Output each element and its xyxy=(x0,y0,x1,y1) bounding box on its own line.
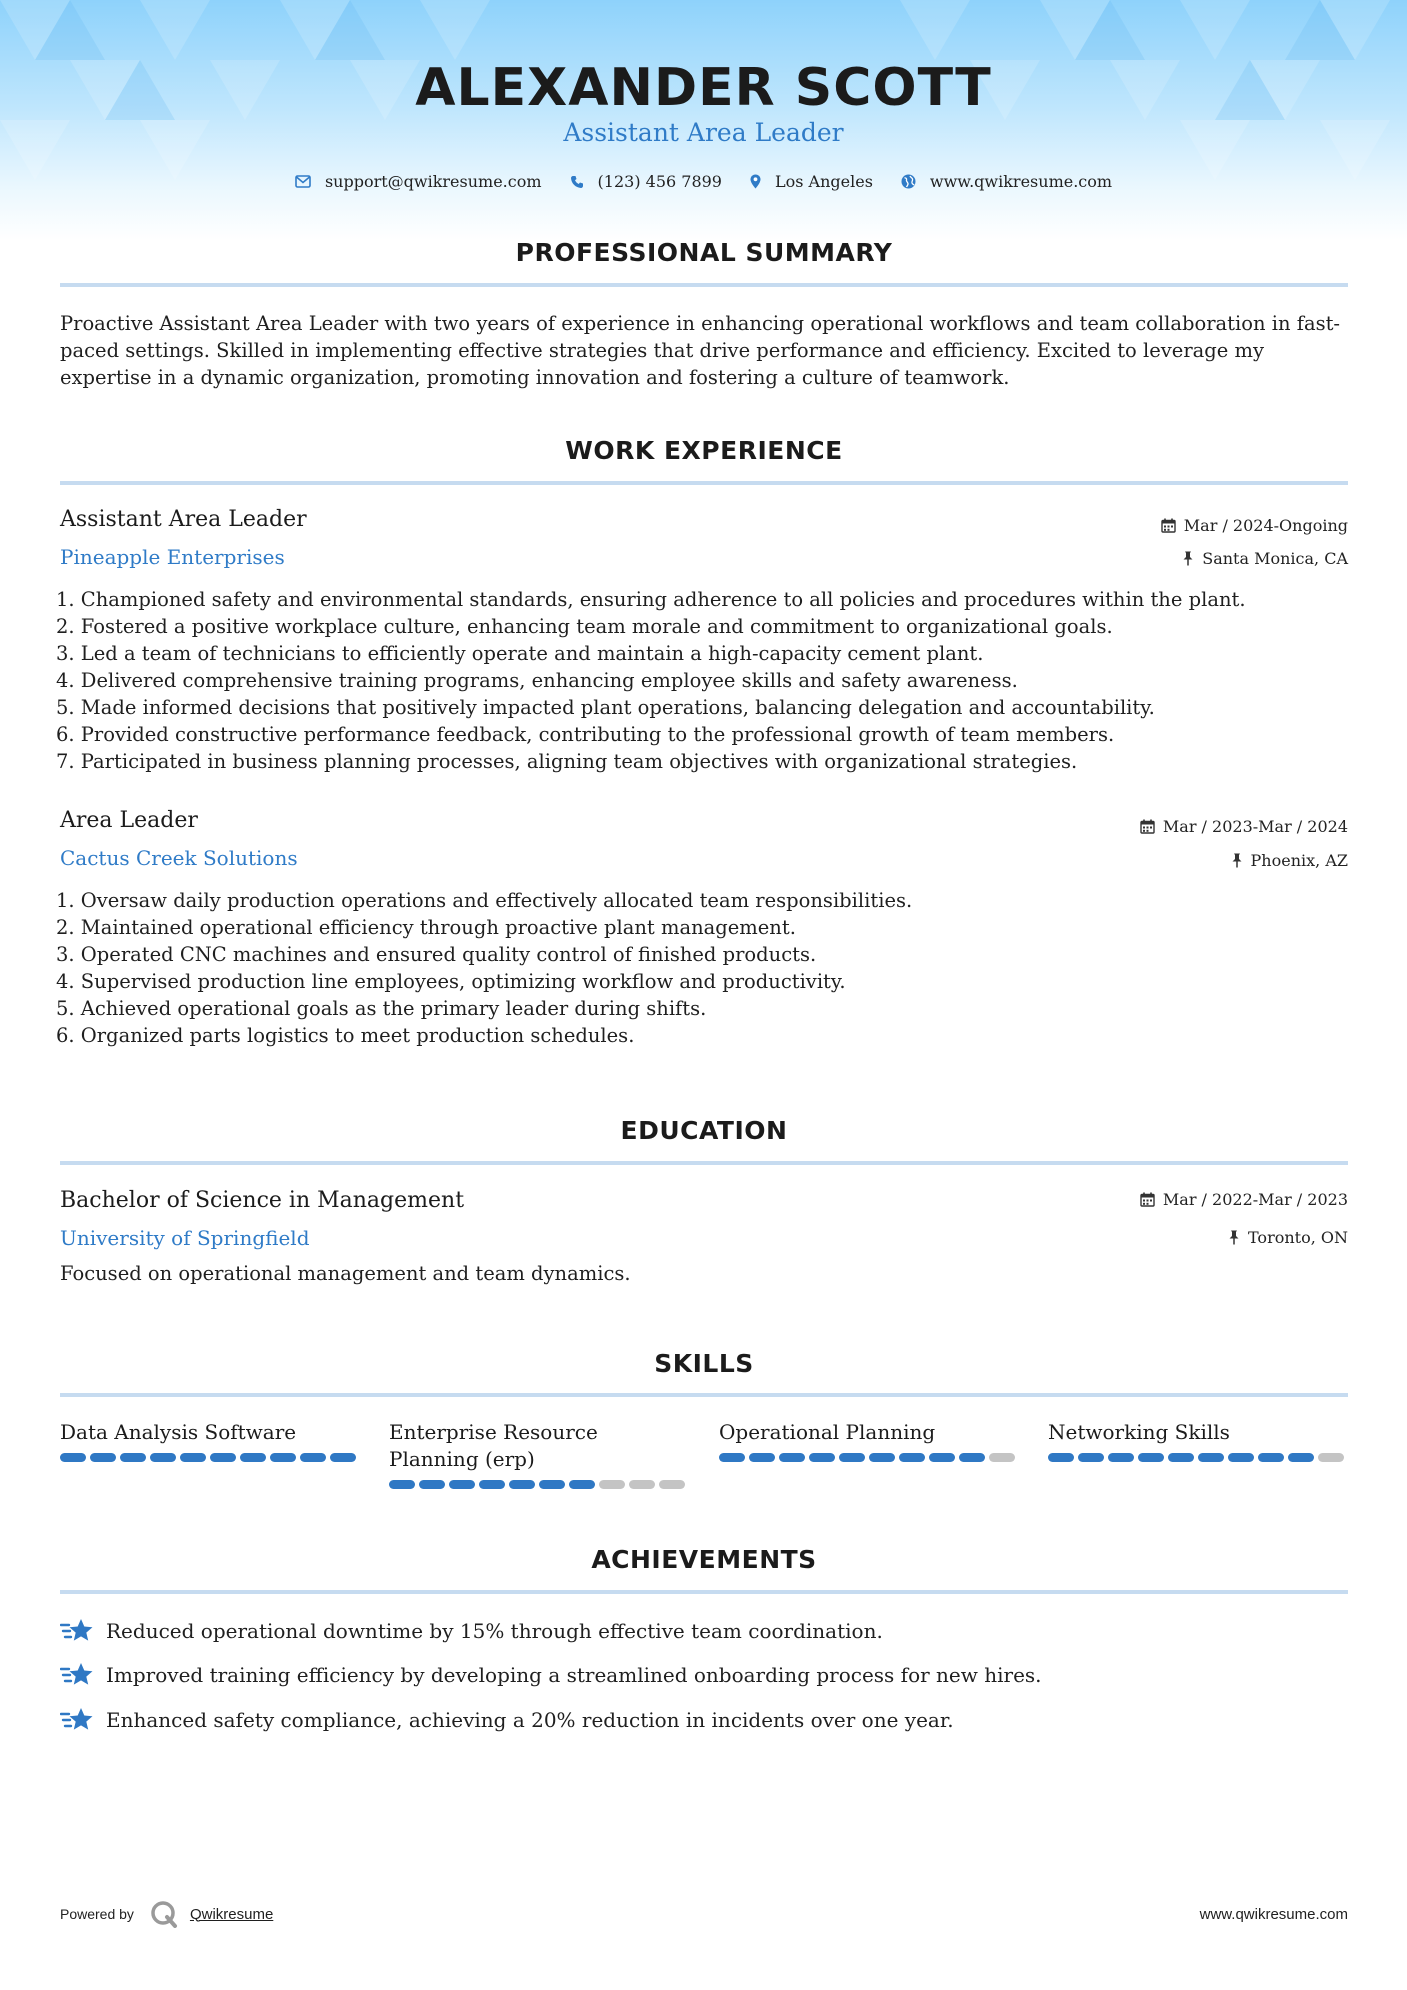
job-dates xyxy=(1140,817,1348,836)
skill-name: Enterprise Resource Planning (erp) xyxy=(389,1420,598,1471)
skill-segment-filled xyxy=(539,1480,565,1489)
section-title-skills: SKILLS xyxy=(654,1349,754,1378)
skill-segment-empty xyxy=(629,1480,655,1489)
calendar-icon xyxy=(1140,1192,1155,1207)
skill-segment-filled xyxy=(330,1453,356,1462)
skill-segment-empty xyxy=(989,1453,1015,1462)
section-divider xyxy=(60,1590,1348,1594)
qwikresume-logo-icon xyxy=(150,1900,178,1928)
list-item: 1. Oversaw daily production operations and effectively allocated team responsibilities. xyxy=(56,889,913,912)
section-title-summary: PROFESSIONAL SUMMARY xyxy=(515,238,893,267)
achievement-text: Enhanced safety compliance, achieving a 20% reduction in incidents over one year. xyxy=(106,1708,954,1732)
globe-icon xyxy=(901,174,916,189)
skill-segment-filled xyxy=(90,1453,116,1462)
skill-segment-filled xyxy=(929,1453,955,1462)
job-location-text: Santa Monica, CA xyxy=(1202,549,1348,568)
skill-segment-filled xyxy=(210,1453,236,1462)
candidate-title: Assistant Area Leader xyxy=(563,118,844,147)
achievement-item xyxy=(60,1661,1042,1689)
section-divider xyxy=(60,481,1348,485)
skill-segment-filled xyxy=(1138,1453,1164,1462)
education-dates-text: Mar / 2022-Mar / 2023 xyxy=(1162,1190,1348,1209)
list-item: 1. Championed safety and environmental standards, ensuring adherence to all policies and procedures within the plant. xyxy=(56,588,1246,611)
skill-item xyxy=(1048,1419,1348,1462)
list-item: 6. Organized parts logistics to meet production schedules. xyxy=(56,1024,635,1047)
skill-segment-filled xyxy=(180,1453,206,1462)
list-item: 3. Operated CNC machines and ensured quality control of finished products. xyxy=(56,943,817,966)
skill-segment-filled xyxy=(449,1480,475,1489)
map-marker-icon xyxy=(750,174,761,189)
section-title-achievements: ACHIEVEMENTS xyxy=(591,1545,817,1574)
skill-segment-filled xyxy=(869,1453,895,1462)
skill-segment-empty xyxy=(1318,1453,1344,1462)
company-name: Cactus Creek Solutions xyxy=(60,846,298,870)
skill-segment-empty xyxy=(599,1480,625,1489)
skill-name: Networking Skills xyxy=(1048,1420,1230,1444)
skill-segment-filled xyxy=(719,1453,745,1462)
skill-level-bar xyxy=(60,1453,360,1462)
skill-item xyxy=(389,1419,689,1489)
skill-segment-filled xyxy=(1198,1453,1224,1462)
skill-item xyxy=(60,1419,360,1462)
job-dates-text: Mar / 2024-Ongoing xyxy=(1183,516,1348,535)
list-item: 2. Maintained operational efficiency through proactive plant management. xyxy=(56,916,796,939)
contact-website-text: www.qwikresume.com xyxy=(929,172,1113,191)
skill-segment-filled xyxy=(389,1480,415,1489)
skill-segment-filled xyxy=(1228,1453,1254,1462)
job-title: Area Leader xyxy=(60,808,198,833)
skill-segment-filled xyxy=(479,1480,505,1489)
skill-segment-filled xyxy=(959,1453,985,1462)
achievement-item xyxy=(60,1706,954,1734)
list-item: 5. Achieved operational goals as the primary leader during shifts. xyxy=(56,997,707,1020)
list-item: 3. Led a team of technicians to efficiently operate and maintain a high-capacity cement plant. xyxy=(56,642,984,665)
contact-phone-text: (123) 456 7899 xyxy=(597,172,722,191)
skill-segment-filled xyxy=(300,1453,326,1462)
contact-bar xyxy=(0,172,1407,191)
achievement-text: Reduced operational downtime by 15% through effective team coordination. xyxy=(106,1619,883,1643)
skill-segment-filled xyxy=(1258,1453,1284,1462)
job-bullets xyxy=(56,887,1356,1049)
list-item: 2. Fostered a positive workplace culture, enhancing team morale and commitment to organizational goals. xyxy=(56,615,1113,638)
phone-icon xyxy=(570,175,584,189)
list-item: 7. Participated in business planning processes, aligning team objectives with organizational strategies. xyxy=(56,750,1078,773)
achievement-text: Improved training efficiency by developing a streamlined onboarding process for new hires. xyxy=(106,1663,1042,1687)
skill-segment-filled xyxy=(240,1453,266,1462)
job-bullets xyxy=(56,586,1356,775)
section-title-experience: WORK EXPERIENCE xyxy=(565,436,843,465)
skill-segment-filled xyxy=(839,1453,865,1462)
job-location xyxy=(1231,851,1348,870)
powered-by-label: Powered by xyxy=(60,1906,134,1922)
calendar-icon xyxy=(1161,518,1176,533)
contact-phone[interactable] xyxy=(570,172,722,191)
skill-name: Operational Planning xyxy=(719,1420,936,1444)
pushpin-icon xyxy=(1228,1230,1240,1245)
footer-powered-by xyxy=(60,1900,273,1928)
skill-name: Data Analysis Software xyxy=(60,1420,297,1444)
footer-website-link[interactable]: www.qwikresume.com xyxy=(1199,1906,1348,1923)
skill-segment-filled xyxy=(899,1453,925,1462)
star-icon xyxy=(60,1706,94,1734)
skill-item xyxy=(719,1419,1019,1462)
section-divider xyxy=(60,1393,1348,1397)
job-dates xyxy=(1161,516,1348,535)
summary-text: Proactive Assistant Area Leader with two years of experience in enhancing operational workflows and team collaboration in fast-paced settings. Skilled in implementing effective strategies that drive performance and efficiency. Excited to leverage my expertise in a dynamic organization, promoting innovation and fostering a culture of teamwork. xyxy=(60,312,1341,389)
job-location-text: Phoenix, AZ xyxy=(1250,851,1348,870)
contact-email-text: support@qwikresume.com xyxy=(324,172,542,191)
skill-segment-filled xyxy=(1048,1453,1074,1462)
skill-level-bar xyxy=(389,1480,689,1489)
skill-segment-filled xyxy=(419,1480,445,1489)
skill-segment-filled xyxy=(1288,1453,1314,1462)
achievement-item xyxy=(60,1617,883,1645)
skill-segment-filled xyxy=(1168,1453,1194,1462)
skill-segment-filled xyxy=(749,1453,775,1462)
section-divider xyxy=(60,283,1348,287)
skill-segment-filled xyxy=(120,1453,146,1462)
skill-segment-filled xyxy=(150,1453,176,1462)
company-name: Pineapple Enterprises xyxy=(60,545,285,569)
skill-segment-filled xyxy=(509,1480,535,1489)
envelope-icon xyxy=(295,175,311,188)
skill-segment-empty xyxy=(659,1480,685,1489)
star-icon xyxy=(60,1661,94,1689)
contact-location xyxy=(750,172,873,191)
calendar-icon xyxy=(1140,819,1155,834)
contact-location-text: Los Angeles xyxy=(774,172,873,191)
star-icon xyxy=(60,1617,94,1645)
skill-level-bar xyxy=(1048,1453,1348,1462)
contact-website[interactable] xyxy=(901,172,1112,191)
list-item: 5. Made informed decisions that positively impacted plant operations, balancing delegation and accountability. xyxy=(56,696,1155,719)
job-location xyxy=(1182,549,1348,568)
skill-segment-filled xyxy=(809,1453,835,1462)
skill-segment-filled xyxy=(270,1453,296,1462)
section-title-education: EDUCATION xyxy=(620,1116,788,1145)
education-dates xyxy=(1140,1190,1348,1209)
skill-segment-filled xyxy=(569,1480,595,1489)
list-item: 4. Supervised production line employees, optimizing workflow and productivity. xyxy=(56,970,846,993)
candidate-name: ALEXANDER SCOTT xyxy=(415,58,992,118)
education-location xyxy=(1228,1228,1348,1247)
skill-segment-filled xyxy=(779,1453,805,1462)
pushpin-icon xyxy=(1182,551,1194,566)
contact-email[interactable] xyxy=(295,172,542,191)
pushpin-icon xyxy=(1231,853,1243,868)
skill-segment-filled xyxy=(60,1453,86,1462)
skill-segment-filled xyxy=(1108,1453,1134,1462)
qwikresume-link[interactable]: Qwikresume xyxy=(189,1905,274,1923)
school-name: University of Springfield xyxy=(60,1226,310,1250)
education-location-text: Toronto, ON xyxy=(1248,1228,1348,1247)
list-item: 4. Delivered comprehensive training programs, enhancing employee skills and safety awareness. xyxy=(56,669,1018,692)
skill-level-bar xyxy=(719,1453,1019,1462)
job-title: Assistant Area Leader xyxy=(60,507,307,532)
skill-segment-filled xyxy=(1078,1453,1104,1462)
section-divider xyxy=(60,1161,1348,1165)
education-description: Focused on operational management and team dynamics. xyxy=(60,1262,631,1285)
job-dates-text: Mar / 2023-Mar / 2024 xyxy=(1162,817,1348,836)
list-item: 6. Provided constructive performance feedback, contributing to the professional growth of team members. xyxy=(56,723,1115,746)
degree-title: Bachelor of Science in Management xyxy=(60,1188,465,1213)
